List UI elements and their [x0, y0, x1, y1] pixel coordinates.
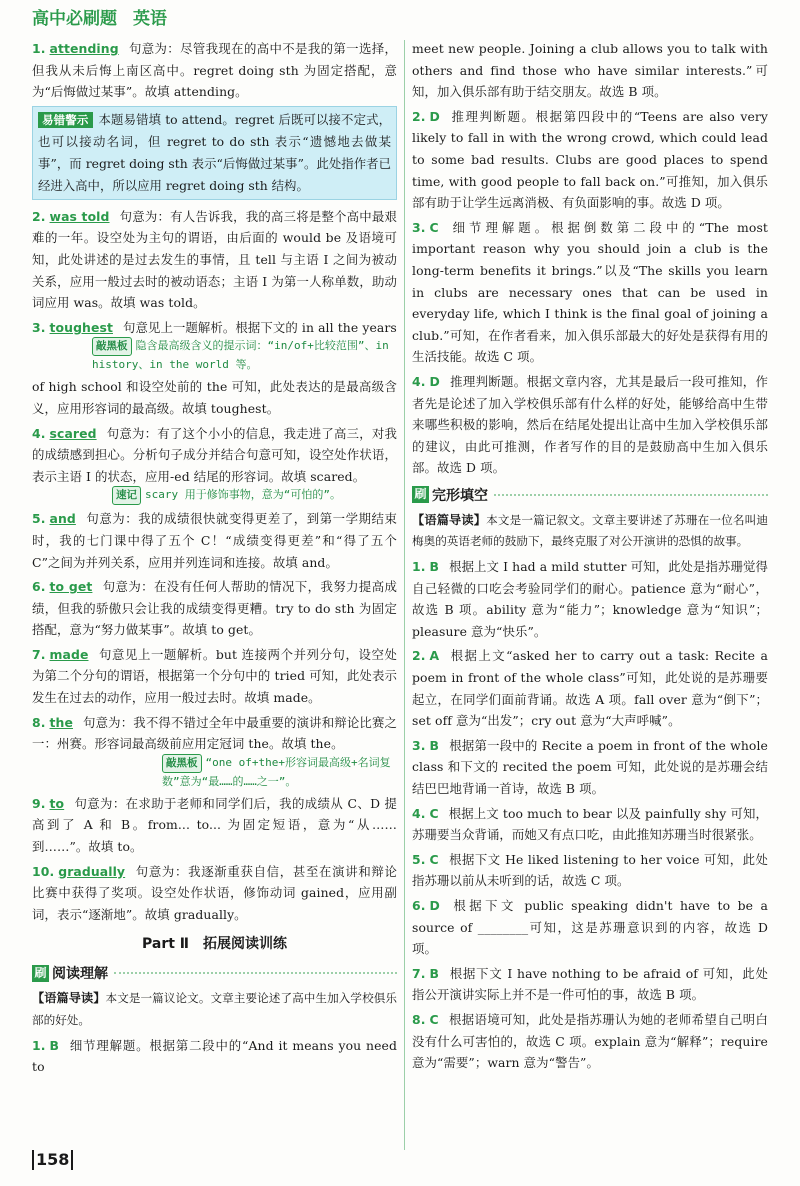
answer-item: 1. B 根据上文 I had a mild stutter 可知，此处是指苏珊觉得自己轻微的口吃会考验同学们的耐心。patience 意为“耐心”，故选 B 项。ability 意为“能力”；knowledge 意为“知识”；pleasure 意为“快乐”。 [412, 559, 768, 639]
answer-item: 5. and 句意为：我的成绩很快就变得更差了，到第一学期结束时，我的七门课中得了五个 C！“成绩变得更差”和“得了五个 C”之间为并列关系，应用并列连词和连接。故填 and。 [32, 511, 397, 570]
section-header-reading [32, 963, 397, 983]
explanation: 根据下文 public speaking didn't have to be a source of ________可知，这是苏珊意识到的内容，故选 D 项。 [412, 897, 768, 957]
warning-tag: 易错警示 [38, 112, 93, 128]
answer-word: gradually [58, 863, 126, 879]
explanation: 根据语境可知，此处是指苏珊认为她的老师希望自己明白没有什么可害怕的，故选 C 项。explain 意为“解释”；require 意为“需要”；warn 意为“警告”。 [412, 1011, 768, 1071]
answer-item: 6. D 根据下文 public speaking didn't have to be a source of ________可知，这是苏珊意识到的内容，故选 D 项。 [412, 897, 768, 957]
answer-item: 4. C 根据上文 too much to bear 以及 painfully shy 可知，苏珊要当众背诵，而她又有点口吃，由此推知苏珊当时很紧张。 [412, 805, 768, 843]
note-label: 敲黑板 [92, 337, 132, 356]
explanation: 细节理解题。根据第二段中的“And it means you need to [32, 1037, 397, 1075]
section-badge: 刷 [412, 486, 429, 503]
explanation: of high school 和设空处前的 the 可知，此处表达的是最高级含义，应用形容词的最高级。故填 toughest。 [32, 379, 397, 416]
passage-guide [412, 510, 768, 553]
answer-word: scared [49, 425, 97, 441]
explanation: 句意见上一题解析。but 连接两个并列分句，设空处为第二个分句的谓语，根据第一个分句中的 tried 可知，此处表示发生在过去的动作，应用一般过去时。故填 made。 [32, 646, 397, 706]
note-text: 隐含最高级含义的提示词：“in/of+比较范围”、in history、in the world 等。 [92, 339, 389, 372]
explanation: 句意为：有人告诉我，我的高三将是整个高中最艰难的一年。设空处为主句的谓语，由后面的 would be 及语境可知，此处讲述的是过去发生的事情，且 tell 与主语 I 之间为被动关系，应用一般过去时的被动语态；主语 I 为第一人称单数，助动词应用 was。故填 was told。 [32, 208, 397, 311]
answer-letter: A [429, 648, 440, 664]
answer-letter: D [429, 108, 440, 124]
handwritten-note [32, 754, 397, 790]
answer-item: 3. toughest 句意见上一题解析。根据下文的 in all the years [32, 319, 397, 335]
right-column [412, 38, 768, 1077]
explanation: 根据下文 I have nothing to be afraid of 可知，此处指公开演讲实际上并不是一件可怕的事，故选 B 项。 [412, 965, 768, 1003]
explanation: 句意为：在没有任何人帮助的情况下，我努力提高成绩，但我的骄傲只会让我的成绩变得更糟。try to do sth 为固定搭配，意为“努力做某事”。故填 to get。 [32, 579, 397, 638]
answer-letter: B [49, 1037, 60, 1053]
explanation: 句意为：有了这个小小的信息，我走进了高三，对我的成绩感到担心。分析句子成分并结合句意可知，设空处作状语，表示主语 I 的状态，应用-ed 结尾的形容词。故填 scared。 [32, 425, 397, 484]
passage-guide [32, 988, 397, 1031]
answer-word: toughest [49, 319, 113, 335]
guide-label: 【语篇导读】 [32, 991, 106, 1006]
dotted-rule [114, 972, 397, 974]
answer-item: 3. C 细节理解题。根据倒数第二段中的“The most important reason why you should join a club is the long-term benefits it brings.”以及“The skills you learn in clubs are necessary ones that can be used in everyday life, which I think is the final goal of joining a club.”可知，在作者看来，加入俱乐部最大的好处是获得有用的生活技能。故选 C 项。 [412, 219, 768, 365]
answer-item-continued [32, 376, 397, 419]
subject-label: 英语 [133, 9, 167, 29]
answer-item: 6. to get 句意为：在没有任何人帮助的情况下，我努力提高成绩，但我的骄傲只会让我的成绩变得更糟。try to do sth 为固定搭配，意为“努力做某事”。故填 to get。 [32, 579, 397, 638]
guide-text: 本文是一篇记叙文。文章主要讲述了苏珊在一位名叫迪梅奥的英语老师的鼓励下，最终克服了对公开演讲的恐惧的故事。 [412, 512, 769, 549]
answer-letter: B [429, 737, 440, 753]
answer-item: 2. was told 句意为：有人告诉我，我的高三将是整个高中最艰难的一年。设空处为主句的谓语，由后面的 would be 及语境可知，此处讲述的是过去发生的事情，且 tell 与主语 I 之间为被动关系，应用一般过去时的被动语态；主语 I 为第一人称单数，助动词应用 was。故填 was told。 [32, 208, 397, 311]
answer-letter: D [429, 373, 440, 389]
explanation: 根据第一段中的 Recite a poem in front of the whole class 和下文的 recited the poem 可知，此处说的是苏珊会结结巴巴地背诵一首诗，故选 B 项。 [412, 737, 768, 796]
answer-word: was told [49, 208, 110, 224]
explanation: 句意为：尽管我现在的高中不是我的第一选择，但我从未后悔上南区高中。regret doing sth 为固定搭配，意为“后悔做过某事”。故填 attending。 [32, 41, 397, 100]
explanation: 句意为：我逐渐重获自信，甚至在演讲和辩论比赛中获得了奖项。设空处作状语，修饰动词 gained，应用副词，表示“逐渐地”。故填 gradually。 [32, 863, 397, 922]
answer-word: attending [49, 41, 119, 56]
note-label: 速记 [112, 486, 141, 505]
part-title: Part Ⅱ 拓展阅读训练 [141, 936, 288, 953]
dotted-rule [494, 494, 768, 496]
explanation: 推理判断题。根据文章内容，尤其是最后一段可推知，作者先是论述了加入学校俱乐部有什么样的好处，能够给高中生带来哪些积极的影响，然后在结尾处提出让高中生加入学校俱乐部的建议，由此可推测，作者写作的目的是鼓励高中生加入俱乐部。故选 D 项。 [412, 373, 768, 476]
answer-letter: C [429, 851, 439, 867]
answer-letter: C [429, 1011, 439, 1027]
answer-item: 4. scared 句意为：有了这个小小的信息，我走进了高三，对我的成绩感到担心。分析句子成分并结合句意可知，设空处作状语，表示主语 I 的状态，应用-ed 结尾的形容词。故填 scared。 [32, 425, 397, 484]
explanation: 句意为：在求助于老师和同学们后，我的成绩从 C、D 提高到了 A 和 B。from... to... 为固定短语，意为“从……到……”。故填 to。 [32, 795, 397, 855]
guide-text: 本文是一篇议论文。文章主要论述了高中生加入学校俱乐部的好处。 [32, 991, 397, 1027]
page-header [32, 3, 772, 35]
answer-item: 7. made 句意见上一题解析。but 连接两个并列分句，设空处为第二个分句的谓语，根据第一个分句中的 tried 可知，此处表示发生在过去的动作，应用一般过去时。故填 made。 [32, 646, 397, 706]
explanation: 根据上文“asked her to carry out a task: Recite a poem in front of the whole class”可知，此处说的是苏珊要起立，在同学们面前背诵。故选 A 项。fall over 意为“倒下”；set off 意为“出发”；cry out 意为“大声呼喊”。 [412, 648, 768, 729]
explanation: 句意为：我不得不错过全年中最重要的演讲和辩论比赛之一：州赛。形容词最高级前应用定冠词 the。故填 the。 [32, 714, 397, 752]
explanation: 根据上文 too much to bear 以及 painfully shy 可知，苏珊要当众背诵，而她又有点口吃，由此推知苏珊当时很紧张。 [412, 805, 768, 843]
warning-text: 本题易错填 to attend。regret 后既可以接不定式，也可以接动名词，但 regret to do sth 表示“遗憾地去做某事”，而 regret doing sth 表示“后悔做过某事”。此处指作者已经进入高中，所以应用 regret doing sth 结构。 [38, 111, 391, 193]
book-title: 高中必刷题 [32, 9, 117, 29]
answer-item: 4. D 推理判断题。根据文章内容，尤其是最后一段可推知，作者先是论述了加入学校俱乐部有什么样的好处，能够给高中生带来哪些积极的影响，然后在结尾处提出让高中生加入学校俱乐部的建议，由此可推测，作者写作的目的是鼓励高中生加入俱乐部。故选 D 项。 [412, 373, 768, 476]
answer-letter: B [429, 965, 440, 981]
handwritten-note [32, 337, 397, 373]
note-text: “one of+the+形容词最高级+名词复数”意为“最……的……之一”。 [162, 755, 391, 788]
section-title: 阅读理解 [52, 966, 108, 983]
column-divider [404, 40, 405, 1150]
answer-word: to get [49, 579, 93, 595]
explanation: 推理判断题。根据第四段中的“Teens are also very likely to fall in with the wrong crowd, which could lead to some bad results. Clubs are good places to spend time, with good people to fall back on.”可推知，加入俱乐部有助于让学生远离消极、有负面影响的事。故选 D 项。 [412, 108, 768, 211]
explanation: 根据上文 I had a mild stutter 可知，此处是指苏珊觉得自己轻微的口吃会考验同学们的耐心。patience 意为“耐心”，故选 B 项。ability 意为“能力”；knowledge 意为“知识”；pleasure 意为“快乐”。 [412, 559, 768, 639]
section-badge: 刷 [32, 965, 49, 982]
answer-word: the [49, 714, 73, 730]
answer-item: 7. B 根据下文 I have nothing to be afraid of 可知，此处指公开演讲实际上并不是一件可怕的事，故选 B 项。 [412, 965, 768, 1003]
guide-label: 【语篇导读】 [412, 512, 487, 527]
answer-item: 2. D 推理判断题。根据第四段中的“Teens are also very likely to fall in with the wrong crowd, which could lead to some bad results. Clubs are good places to spend time, with good people to fall back on.”可推知，加入俱乐部有助于让学生远离消极、有负面影响的事。故选 D 项。 [412, 108, 768, 211]
note-label: 敲黑板 [162, 754, 202, 773]
answer-item: 1. B 细节理解题。根据第二段中的“And it means you need to [32, 1037, 397, 1075]
explanation: meet new people. Joining a club allows you to talk with others and find those who have similar interests.”可知，加入俱乐部有助于结交朋友。故选 B 项。 [412, 41, 768, 100]
answer-word: and [49, 511, 76, 527]
error-warning-box [32, 106, 397, 200]
section-header-cloze [412, 485, 768, 505]
handwritten-note [32, 486, 397, 505]
answer-item: 5. C 根据下文 He liked listening to her voice 可知，此处指苏珊以前从未听到的话，故选 C 项。 [412, 851, 768, 889]
answer-item: 10. gradually 句意为：我逐渐重获自信，甚至在演讲和辩论比赛中获得了奖项。设空处作状语，修饰动词 gained，应用副词，表示“逐渐地”。故填 gradually。 [32, 863, 397, 922]
section-title: 完形填空 [432, 487, 488, 504]
page-number: 158 [32, 1150, 73, 1170]
explanation: 根据下文 He liked listening to her voice 可知，此处指苏珊以前从未听到的话，故选 C 项。 [412, 851, 768, 889]
answer-item: 9. to 句意为：在求助于老师和同学们后，我的成绩从 C、D 提高到了 A 和 B。from... to... 为固定短语，意为“从……到……”。故填 to。 [32, 795, 397, 855]
answer-letter: B [429, 559, 440, 575]
answer-item: 8. C 根据语境可知，此处是指苏珊认为她的老师希望自己明白没有什么可害怕的，故选 C 项。explain 意为“解释”；require 意为“需要”；warn 意为“警告”。 [412, 1011, 768, 1071]
answer-letter: D [429, 897, 440, 913]
answer-item: 2. A 根据上文“asked her to carry out a task: Recite a poem in front of the whole class”可知，此处说的是苏珊要起立，在同学们面前背诵。故选 A 项。fall over 意为“倒下”；set off 意为“出发”；cry out 意为“大声呼喊”。 [412, 648, 768, 729]
left-column [32, 38, 397, 1081]
explanation: 句意见上一题解析。根据下文的 in all the years [122, 319, 397, 335]
note-text: scary 用于修饰事物，意为“可怕的”。 [145, 488, 341, 502]
answer-item: 3. B 根据第一段中的 Recite a poem in front of the whole class 和下文的 recited the poem 可知，此处说的是苏珊会结结巴巴地背诵一首诗，故选 B 项。 [412, 737, 768, 796]
answer-letter: C [429, 805, 439, 821]
answer-word: made [49, 646, 89, 662]
answer-letter: C [429, 219, 439, 235]
answer-item: 1. attending 句意为：尽管我现在的高中不是我的第一选择，但我从未后悔上南区高中。regret doing sth 为固定搭配，意为“后悔做过某事”。故填 attending。 [32, 41, 397, 100]
answer-item-continued [412, 38, 768, 103]
explanation: 细节理解题。根据倒数第二段中的“The most important reason why you should join a club is the long-term benefits it brings.”以及“The skills you learn in clubs are necessary ones that can be used in everyday life, which I think is the final goal of joining a club.”可知，在作者看来，加入俱乐部最大的好处是获得有用的生活技能。故选 C 项。 [412, 219, 768, 365]
answer-word: to [49, 795, 65, 811]
explanation: 句意为：我的成绩很快就变得更差了，到第一学期结束时，我的七门课中得了五个 C！“成绩变得更差”和“得了五个 C”之间为并列关系，应用并列连词和连接。故填 and。 [32, 511, 397, 570]
answer-item: 8. the 句意为：我不得不错过全年中最重要的演讲和辩论比赛之一：州赛。形容词最高级前应用定冠词 the。故填 the。 [32, 714, 397, 752]
